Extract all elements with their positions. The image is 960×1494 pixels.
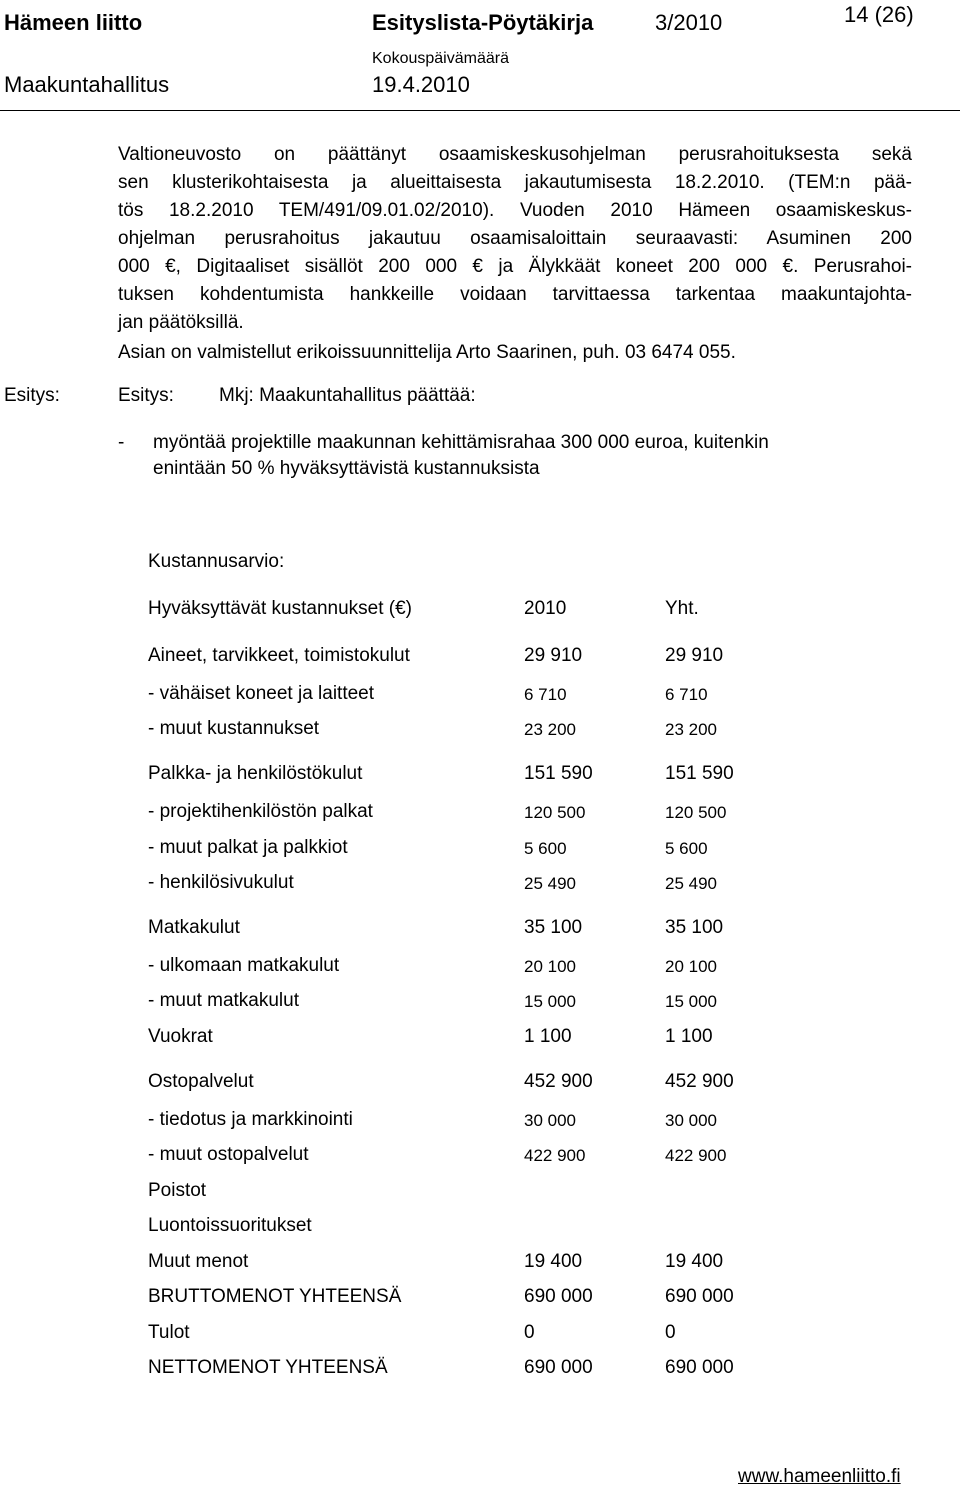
row-value-yht: 452 900 <box>665 1071 734 1092</box>
bullet-line: myöntää projektille maakunnan kehittämisrahaa 300 000 euroa, kuitenkin <box>153 432 769 453</box>
row-value-yht: 15 000 <box>665 992 717 1011</box>
row-value-2010: 690 000 <box>524 1286 593 1307</box>
table-row <box>148 645 908 671</box>
row-label: - muut kustannukset <box>148 718 320 739</box>
table-row <box>148 1026 908 1052</box>
row-label: Tulot <box>148 1322 190 1343</box>
row-label: Palkka- ja henkilöstökulut <box>148 763 363 784</box>
table-row <box>148 955 908 981</box>
row-value-yht: 120 500 <box>665 803 727 822</box>
table-row <box>148 1357 908 1383</box>
row-label: - vähäiset koneet ja laitteet <box>148 683 375 704</box>
row-value-2010: 15 000 <box>524 992 576 1011</box>
esitys-margin-label: Esitys: <box>4 385 60 406</box>
paragraph-line: ohjelman perusrahoitus jakautuu osaamisaloittain seuraavasti: Asuminen 200 <box>118 228 912 249</box>
row-label: - muut ostopalvelut <box>148 1144 309 1165</box>
table-row <box>148 1071 908 1097</box>
table-row <box>148 1322 908 1348</box>
budget-title: Kustannusarvio: <box>148 551 285 572</box>
page-number: 14 (26) <box>844 2 914 27</box>
row-value-yht: 151 590 <box>665 763 734 784</box>
row-value-yht: 29 910 <box>665 645 724 666</box>
header-col-2010: 2010 <box>524 598 567 619</box>
row-label: Aineet, tarvikkeet, toimistokulut <box>148 645 410 666</box>
row-value-yht: 6 710 <box>665 685 708 704</box>
row-label: Ostopalvelut <box>148 1071 254 1092</box>
paragraph-line: 000 €, Digitaaliset sisällöt 200 000 € ja Älykkäät koneet 200 000 €. Perusrahoi- <box>118 256 912 277</box>
row-label: Luontoissuoritukset <box>148 1215 312 1236</box>
row-value-yht: 30 000 <box>665 1111 717 1130</box>
esitys-text: Mkj: Maakuntahallitus päättää: <box>219 385 476 406</box>
row-label: - henkilösivukulut <box>148 872 294 893</box>
table-row <box>148 1286 908 1312</box>
row-value-yht: 19 400 <box>665 1251 724 1272</box>
paragraph-line: sen klusterikohtaisesta ja alueittaisesta jakautumisesta 18.2.2010. (TEM:n pää- <box>118 172 912 193</box>
row-value-2010: 30 000 <box>524 1111 576 1130</box>
esitys-label: Esitys: <box>118 385 174 406</box>
row-value-2010: 422 900 <box>524 1146 586 1165</box>
meeting-date: 19.4.2010 <box>372 72 470 97</box>
row-label: - projektihenkilöstön palkat <box>148 801 373 822</box>
preparer-note: Asian on valmistellut erikoissuunnittelija Arto Saarinen, puh. 03 6474 055. <box>118 342 736 363</box>
table-row <box>148 1215 908 1241</box>
row-label: Matkakulut <box>148 917 240 938</box>
row-value-yht: 1 100 <box>665 1026 713 1047</box>
paragraph-line: tuksen kohdentumista hankkeille voidaan tarvittaessa tarkentaa maakuntajohta- <box>118 284 912 305</box>
row-value-yht: 35 100 <box>665 917 724 938</box>
row-label: - tiedotus ja markkinointi <box>148 1109 353 1130</box>
row-value-yht: 23 200 <box>665 720 717 739</box>
paragraph-line: tös 18.2.2010 TEM/491/09.01.02/2010). Vuoden 2010 Hämeen osaamiskeskus- <box>118 200 912 221</box>
header-rule <box>0 110 960 111</box>
row-value-2010: 23 200 <box>524 720 576 739</box>
table-row <box>148 718 908 744</box>
header-label: Hyväksyttävät kustannukset (€) <box>148 598 412 619</box>
table-row <box>148 801 908 827</box>
row-label: Muut menot <box>148 1251 249 1272</box>
row-value-2010: 5 600 <box>524 839 567 858</box>
row-label: BRUTTOMENOT YHTEENSÄ <box>148 1286 402 1307</box>
table-row <box>148 1144 908 1170</box>
table-row <box>148 1251 908 1277</box>
row-value-2010: 452 900 <box>524 1071 593 1092</box>
document-type: Esityslista-Pöytäkirja <box>372 10 594 35</box>
table-row <box>148 1180 908 1206</box>
row-value-yht: 20 100 <box>665 957 717 976</box>
row-value-yht: 690 000 <box>665 1357 734 1378</box>
website-link[interactable]: www.hameenliitto.fi <box>738 1466 901 1487</box>
table-row <box>148 872 908 898</box>
bullet-dash: - <box>118 432 125 453</box>
row-label: NETTOMENOT YHTEENSÄ <box>148 1357 388 1378</box>
row-value-2010: 120 500 <box>524 803 586 822</box>
row-value-2010: 151 590 <box>524 763 593 784</box>
table-row <box>148 763 908 789</box>
bullet-line: enintään 50 % hyväksyttävistä kustannuksista <box>153 458 540 479</box>
table-row <box>148 990 908 1016</box>
row-label: - ulkomaan matkakulut <box>148 955 340 976</box>
table-row <box>148 1109 908 1135</box>
budget-header-row <box>148 598 908 624</box>
table-row <box>148 917 908 943</box>
row-value-2010: 6 710 <box>524 685 567 704</box>
header-col-yht: Yht. <box>665 598 699 619</box>
paragraph-line: jan päätöksillä. <box>118 312 244 333</box>
meeting-date-label: Kokouspäivämäärä <box>372 50 509 67</box>
footer <box>738 1466 901 1488</box>
row-label: - muut palkat ja palkkiot <box>148 837 348 858</box>
row-value-2010: 29 910 <box>524 645 583 666</box>
row-value-2010: 690 000 <box>524 1357 593 1378</box>
row-value-2010: 25 490 <box>524 874 576 893</box>
table-row <box>148 837 908 863</box>
row-value-yht: 422 900 <box>665 1146 727 1165</box>
table-row <box>148 683 908 709</box>
governing-body: Maakuntahallitus <box>4 72 170 97</box>
row-value-2010: 0 <box>524 1322 535 1343</box>
row-label: Vuokrat <box>148 1026 213 1047</box>
row-value-2010: 19 400 <box>524 1251 583 1272</box>
row-value-2010: 20 100 <box>524 957 576 976</box>
row-value-yht: 25 490 <box>665 874 717 893</box>
row-label: Poistot <box>148 1180 207 1201</box>
paragraph-line: Valtioneuvosto on päättänyt osaamiskeskusohjelman perusrahoituksesta sekä <box>118 144 912 165</box>
row-value-2010: 1 100 <box>524 1026 572 1047</box>
row-label: - muut matkakulut <box>148 990 299 1011</box>
row-value-yht: 690 000 <box>665 1286 734 1307</box>
document-number: 3/2010 <box>655 10 723 35</box>
paragraph-funding <box>118 141 912 337</box>
row-value-yht: 0 <box>665 1322 676 1343</box>
row-value-2010: 35 100 <box>524 917 583 938</box>
row-value-yht: 5 600 <box>665 839 708 858</box>
org-name: Hämeen liitto <box>4 10 143 35</box>
